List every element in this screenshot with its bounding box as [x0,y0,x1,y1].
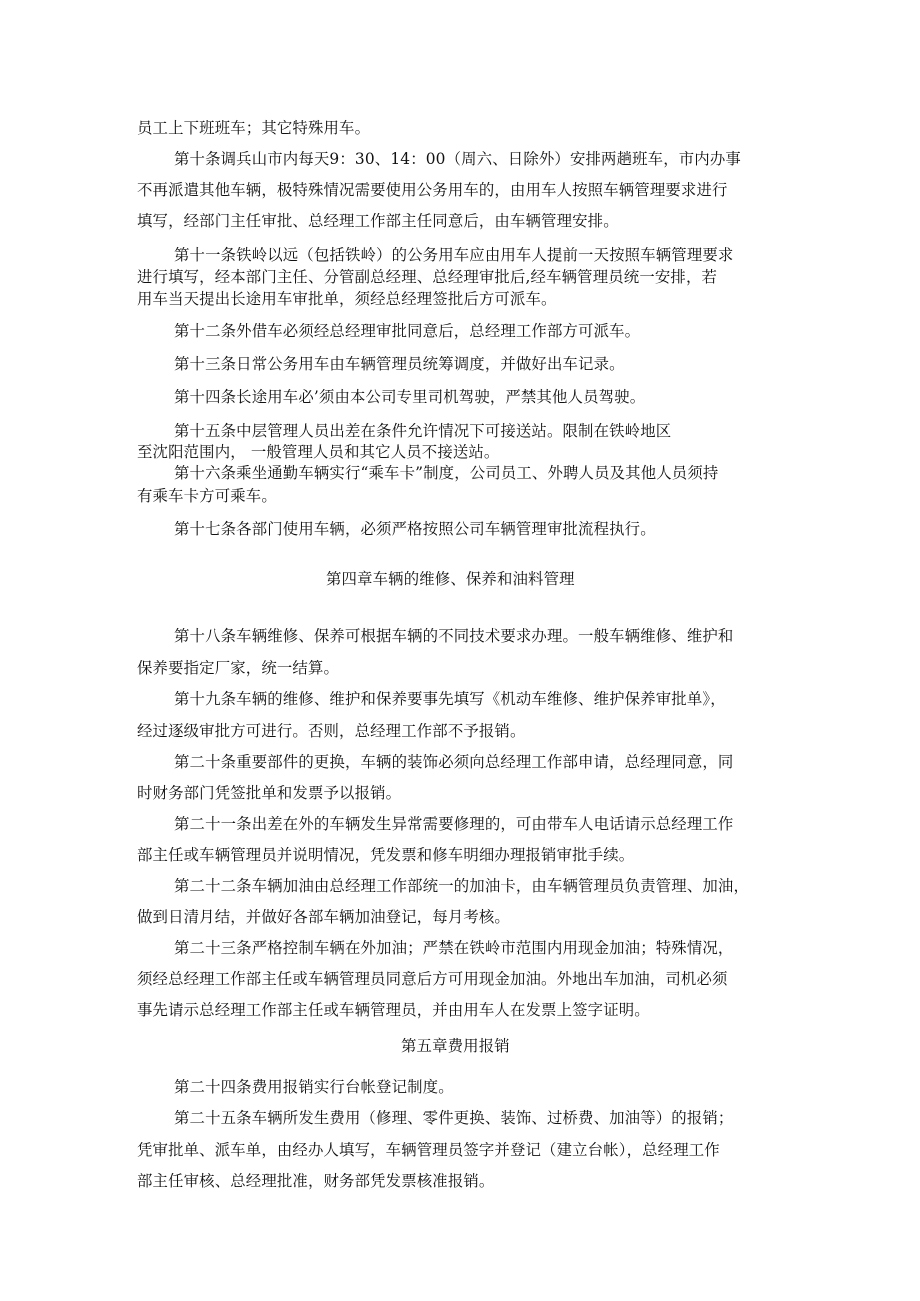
text-line: 第二十二条车辆加油由总经理工作部统一的加油卡，由车辆管理员负责管理、加油， [174,877,750,895]
text-line: 第十四条长途用车必’须由本公司专里司机驾驶，严禁其他人员驾驶。 [174,388,646,406]
text-line: 第十五条中层管理人员出差在条件允许情况下可接送站。限制在铁岭地区 [174,422,672,440]
text-line: 第二十一条出差在外的车辆发生异常需要修理的，可由带车人电话请示总经理工作 [174,815,734,833]
text-line: 第十六条乘坐通勤车辆实行“乘车卡”制度，公司员工、外聘人员及其他人员须持 [174,464,719,482]
text-line: 第十二条外借车必须经总经理审批同意后，总经理工作部方可派车。 [174,322,641,340]
text-line: 不再派遣其他车辆，极特殊情况需要使用公务用车的，由用车人按照车辆管理要求进行 [137,181,728,199]
text-line: 第二十四条费用报销实行台帐登记制度。 [174,1078,454,1096]
text-line: 保养要指定厂家，统一结算。 [137,659,340,677]
text-line: 第十三条日常公务用车由车辆管理员统筹调度，并做好出车记录。 [174,355,625,373]
text-line: 填写，经部门主任审批、总经理工作部主任同意后，由车辆管理安排。 [137,212,619,230]
text-line: 部主任审核、总经理批准，财务部凭发票核准报销。 [137,1172,495,1190]
text-line: 第二十条重要部件的更换，车辆的装饰必须向总经理工作部申请，总经理同意，同 [174,753,734,771]
text-line: 第十八条车辆维修、保养可根据车辆的不同技术要求办理。一般车辆维修、维护和 [174,627,734,645]
text-line: 第十条调兵山市内每天9：30、14：00（周六、日除外）安排两趟班车，市内办事 [174,150,741,168]
text-line: 第十一条铁岭以远（包括铁岭）的公务用车应由用车人提前一天按照车辆管理要求 [174,246,734,264]
text-line: 时财务部门凭签批单和发票予以报销。 [137,784,402,802]
text-line: 有乘车卡方可乘车。 [137,487,277,505]
text-line: 第十九条车辆的维修、维护和保养要事先填写《机动车维修、维护保养审批单》， [174,690,726,708]
text-line: 须经总经理工作部主任或车辆管理员同意后方可用现金加油。外地出车加油，司机必须 [137,970,728,988]
chapter-heading: 第四章车辆的维修、保养和油料管理 [326,570,575,588]
text-line: 事先请示总经理工作部主任或车辆管理员，并由用车人在发票上签字证明。 [137,1001,650,1019]
text-line: 部主任或车辆管理员并说明情况，凭发票和修车明细办理报销审批手续。 [137,846,635,864]
text-line: 员工上下班班车；其它特殊用车。 [137,119,371,137]
chapter-heading: 第五章费用报销 [401,1037,510,1055]
text-line: 至沈阳范围内， 一般管理人员和其它人员不接送站。 [137,443,500,461]
text-line: 第十七条各部门使用车辆，必须严格按照公司车辆管理审批流程执行。 [174,520,656,538]
text-line: 做到日清月结，并做好各部车辆加油登记，每月考核。 [137,908,510,926]
text-line: 经过逐级审批方可进行。否则，总经理工作部不予报销。 [137,722,526,740]
text-line: 进行填写，经本部门主任、分管副总经理、总经理审批后,经车辆管理员统一安排，若 [137,268,718,286]
text-line: 第二十三条严格控制车辆在外加油；严禁在铁岭市范围内用现金加油；特殊情况， [174,939,734,957]
text-line: 第二十五条车辆所发生费用（修理、零件更换、装饰、过桥费、加油等）的报销； [174,1109,734,1127]
text-line: 凭审批单、派车单，由经办人填写，车辆管理员签字并登记（建立台帐），总经理工作 [137,1141,720,1159]
text-line: 用车当天提出长途用车审批单，须经总经理签批后方可派车。 [137,290,557,308]
